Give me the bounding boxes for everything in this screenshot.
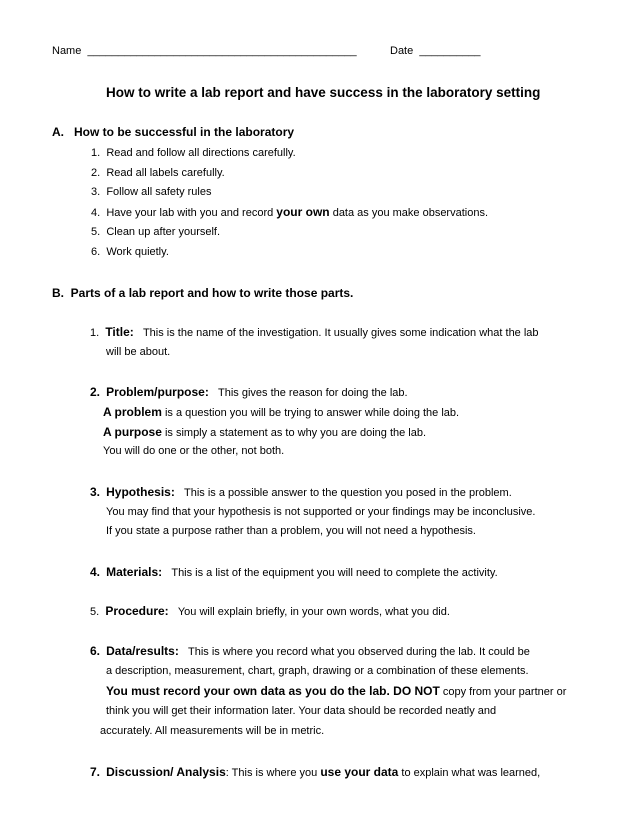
name-label: Name (52, 45, 82, 57)
section-a-letter: A. (52, 125, 64, 139)
section-b-heading (52, 286, 353, 300)
list-item: 3. Follow all safety rules (91, 186, 212, 198)
list-item: 5. Clean up after yourself. (91, 226, 221, 238)
list-item: 2. Read all labels carefully. (91, 167, 225, 179)
list-item: 1. Read and follow all directions carefully. (91, 147, 296, 159)
emphasis: your own (276, 205, 330, 219)
part-title: 1. Title: This is the name of the investigation. It usually gives some indication what the lab (90, 325, 539, 339)
part-label: Discussion/ Analysis (106, 765, 226, 779)
date-blank: __________ (419, 45, 481, 57)
part-materials: 4. Materials: This is a list of the equipment you will need to complete the activity. (90, 565, 498, 579)
part-label: Title: (105, 325, 134, 339)
part-label: Data/results: (106, 644, 179, 658)
emphasis: use your data (320, 765, 399, 779)
part-purpose-line: A purpose is simply a statement as to why you are doing the lab. (103, 425, 427, 439)
part-discussion: 7. Discussion/ Analysis: This is where you use your data to explain what was learned, (90, 765, 541, 779)
page-title: How to write a lab report and have success in the laboratory setting (106, 85, 541, 100)
part-problem: 2. Problem/purpose: This gives the reason for doing the lab. (90, 385, 408, 399)
list-item: 4. Have your lab with you and record your own data as you make observations. (91, 205, 489, 219)
part-problem-note: You will do one or the other, not both. (103, 445, 285, 457)
part-title-cont: will be about. (106, 346, 171, 358)
name-blank: ____________________________________________ (87, 45, 357, 57)
part-data-line: think you will get their information later. Your data should be recorded neatly and (106, 705, 497, 717)
part-data-line: You must record your own data as you do the lab. DO NOT copy from your partner or (106, 684, 567, 698)
date-line (390, 44, 481, 58)
part-data-line: accurately. All measurements will be in metric. (100, 725, 325, 737)
part-label: Hypothesis: (106, 485, 175, 499)
part-procedure: 5. Procedure: You will explain briefly, in your own words, what you did. (90, 604, 450, 618)
part-label: Procedure: (105, 604, 169, 618)
part-data: 6. Data/results: This is where you record what you observed during the lab. It could be (90, 644, 530, 658)
section-b-title: Parts of a lab report and how to write those parts. (70, 286, 354, 300)
name-line (52, 44, 357, 58)
part-problem-line: A problem is a question you will be trying to answer while doing the lab. (103, 405, 460, 419)
part-hypothesis: 3. Hypothesis: This is a possible answer to the question you posed in the problem. (90, 485, 512, 499)
section-a-heading (52, 125, 294, 139)
part-hypothesis-line: You may find that your hypothesis is not supported or your findings may be inconclusive. (106, 506, 536, 518)
date-label: Date (390, 45, 414, 57)
part-label: Materials: (106, 565, 163, 579)
part-label: Problem/purpose: (106, 385, 209, 399)
section-b-letter: B. (52, 286, 64, 300)
section-a-title: How to be successful in the laboratory (74, 125, 295, 139)
part-data-line: a description, measurement, chart, graph, drawing or a combination of these elements. (106, 665, 529, 677)
part-hypothesis-line: If you state a purpose rather than a problem, you will not need a hypothesis. (106, 525, 476, 537)
list-item: 6. Work quietly. (91, 246, 169, 258)
